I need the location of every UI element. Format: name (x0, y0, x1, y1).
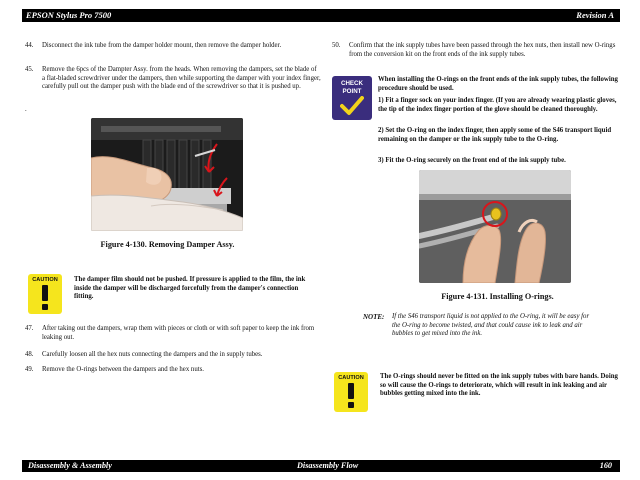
check-point-label-1: CHECK (340, 80, 363, 87)
figure-4-130-photo (91, 118, 243, 231)
header-title: EPSON Stylus Pro 7500 (26, 10, 112, 20)
footer-subsection: Disassembly Flow (297, 461, 359, 470)
stray-mark: . (25, 106, 27, 113)
step-text: Confirm that the ink supply tubes have been passed through the hex nuts, then install new O-rings from the conversion kit on the front ends of the ink supply tubes. (349, 42, 616, 58)
step-48 (25, 351, 321, 360)
check-point-label-2: POINT (342, 88, 362, 95)
step-text: Carefully loosen all the hex nuts connecting the dampers and the in supply tubes. (42, 351, 263, 358)
check-point-icon (332, 76, 372, 120)
step-number: 44. (25, 42, 34, 49)
check-point-intro: When installing the O-rings on the front ends of the ink supply tubes, the following procedure should be used. (378, 76, 618, 92)
check-point-item-3: 3) Fit the O-ring securely on the front end of the ink supply tube. (378, 157, 566, 164)
step-number: 45. (25, 66, 34, 73)
step-50 (332, 42, 620, 59)
step-text: After taking out the dampers, wrap them with pieces or cloth or with soft paper to keep the ink from leaking out. (42, 325, 315, 341)
step-49 (25, 366, 321, 375)
footer-section: Disassembly & Assembly (28, 461, 112, 470)
exclamation-bar (42, 285, 48, 301)
header-bar (22, 9, 620, 22)
step-text: Disconnect the ink tube from the damper holder mount, then remove the damper holder. (42, 42, 282, 49)
caution-text: The damper film should not be pushed. If pressure is applied to the film, the ink inside the damper will be discharged forcefully from the damper's connection fitting. (74, 276, 306, 301)
step-number: 48. (25, 351, 34, 358)
checkmark-icon (340, 96, 364, 116)
step-text: Remove the O-rings between the dampers and the hex nuts. (42, 366, 204, 373)
figure-4-130-caption: Figure 4-130. Removing Damper Assy. (100, 240, 235, 249)
step-44 (25, 42, 315, 51)
note-text: If the S46 transport liquid is not applied to the O-ring, it will be easy for the O-ring to become twisted, and that could cause ink to leak and air bubbles to get mixed into the ink. (392, 313, 590, 338)
figure-4-131-caption: Figure 4-131. Installing O-rings. (441, 292, 554, 301)
step-47 (25, 325, 321, 342)
check-point-item-1: 1) Fit a finger sock on your index finger. (If you are already wearing plastic gloves, the tip of the index finger portion of the glove should be cleaned thoroughly. (378, 97, 617, 113)
step-number: 50. (332, 42, 341, 49)
caution-icon (334, 372, 368, 412)
note-label: NOTE: (363, 313, 385, 321)
removing-damper-illustration (91, 118, 243, 231)
step-number: 47. (25, 325, 34, 332)
exclamation-dot (42, 304, 48, 310)
footer-bar (22, 460, 620, 472)
exclamation-dot (348, 402, 354, 408)
installing-orings-illustration (419, 170, 571, 283)
step-45 (25, 66, 321, 92)
caution-icon (28, 274, 62, 314)
header-revision: Revision A (576, 10, 614, 20)
check-point-item-2: 2) Set the O-ring on the index finger, then apply some of the S46 transport liquid remaining on the damper or the ink supply tube to the O-ring. (378, 127, 612, 143)
caution-text: The O-rings should never be fitted on the ink supply tubes with bare hands. Doing so will cause the O-rings to deteriorate, which will result in ink leaking and air bubbles getting mixed into the ink. (380, 373, 618, 398)
figure-4-131-photo (419, 170, 571, 283)
step-number: 49. (25, 366, 34, 373)
page-number: 160 (599, 461, 612, 470)
exclamation-bar (348, 383, 354, 399)
step-text: Remove the 6pcs of the Dampter Assy. from the heads. When removing the dampers, set the blade of a flat-bladed screwdriver under the dampers, then while supporting the damper with your index finger, carefully pull out the damper push with the blade end of the screwdriver so that it is pushed up. (42, 66, 321, 91)
caution-icon-label: CAUTION (32, 277, 58, 283)
caution-icon-label: CAUTION (338, 375, 364, 381)
